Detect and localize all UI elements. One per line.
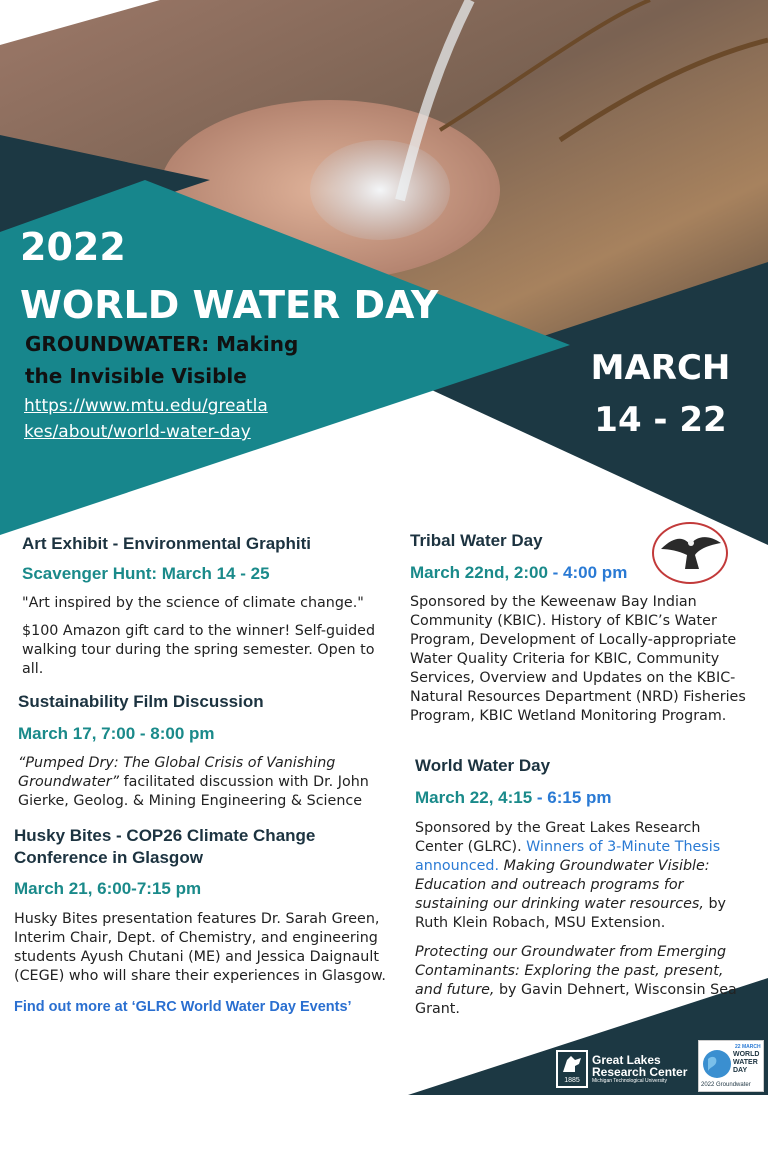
wwd-date-end: - 6:15 pm [536, 788, 612, 807]
film-name: “Pumped Dry: The Global Crisis of Vanishing Groundwater” [18, 755, 336, 790]
wwd-talk2-title: Protecting our Groundwater from Emerging Contaminants: Exploring the past, present, and future, [415, 944, 727, 998]
art-exhibit-quote: "Art inspired by the science of climate change." [22, 595, 364, 611]
wwd-talk2-speaker: by Gavin Dehnert, Wisconsin Sea Grant. [415, 982, 737, 1017]
eagle-icon [655, 525, 725, 581]
art-exhibit-subtitle: Scavenger Hunt: March 14 - 25 [22, 564, 270, 583]
wwd-thesis-link[interactable]: Winners of 3-Minute Thesis announced. [415, 839, 721, 874]
film-body-rest: facilitated discussion with Dr. John Gierke, Geolog. & Mining Engineering & Science [18, 774, 369, 809]
wwd-talk-speaker: by Ruth Klein Robach, MSU Extension. [415, 896, 726, 931]
tribal-date-end: - 4:00 pm [552, 563, 628, 582]
world-water-day-logo: 22 MARCH WORLD WATER DAY 2022 Groundwater [698, 1040, 764, 1092]
wwd-title: World Water Day [415, 756, 551, 775]
world-water-day-section [415, 756, 745, 1019]
find-out-more-link[interactable]: Find out more at ‘GLRC World Water Day Events’ [14, 999, 352, 1015]
wwd-date-start: March 22, 4:15 [415, 788, 537, 807]
hero-title: WORLD WATER DAY [20, 283, 439, 327]
wwd-sponsor: Sponsored by the Great Lakes Research Center (GLRC). [415, 820, 701, 855]
film-body [18, 754, 390, 811]
husky-bites-body: Husky Bites presentation features Dr. Sarah Green, Interim Chair, Dept. of Chemistry, and engineering students Ayush Chutani (ME) and Jessica Daignault (CEGE) who will share their experiences in Glasgow. [14, 911, 386, 984]
husky-bites-section [14, 825, 386, 1017]
globe-icon [702, 1049, 732, 1079]
tribal-body: Sponsored by the Keweenaw Bay Indian Community (KBIC). History of KBIC’s Water Program, Development of Locally-appropriate Water Quality Criteria for KBIC, Community Services, Overview and Updates on the KBIC-Natural Resources Department (NRD) Fisheries Program, KBIC Wetland Monitoring Program. [410, 594, 746, 724]
hero-year: 2022 [20, 225, 126, 269]
film-title: Sustainability Film Discussion [18, 692, 264, 711]
film-section [18, 692, 390, 811]
film-date: March 17, 7:00 - 8:00 pm [18, 724, 215, 743]
tribal-date-start: March 22nd, 2:00 [410, 563, 553, 582]
tribal-title: Tribal Water Day [410, 531, 543, 550]
husky-bites-date: March 21, 6:00-7:15 pm [14, 879, 202, 898]
date-days: 14 - 22 [594, 400, 727, 440]
wwd-date [415, 788, 745, 808]
wwd-body-2 [415, 943, 745, 1019]
husky-icon: 1885 [556, 1050, 588, 1088]
date-month: MARCH [590, 348, 731, 388]
art-exhibit-section [22, 534, 392, 679]
husky-bites-title: Husky Bites - COP26 Climate Change Conference in Glasgow [14, 826, 316, 867]
wwd-talk-title: Making Groundwater Visible: Education and outreach programs for sustaining our drinking water resources, [415, 858, 710, 912]
art-exhibit-body: $100 Amazon gift card to the winner! Self-guided walking tour during the spring semester. Open to all. [22, 623, 376, 677]
glrc-logo: 1885 Great Lakes Research Center Michigan Technological University [556, 1050, 687, 1088]
date-range [578, 342, 743, 446]
wwd-body [415, 819, 745, 933]
kbic-logo [652, 522, 728, 584]
theme-title: GROUNDWATER: Making the Invisible Visible [25, 332, 299, 388]
event-url-link[interactable]: https://www.mtu.edu/greatlakes/about/world-water-day [24, 396, 268, 442]
art-exhibit-title: Art Exhibit - Environmental Graphiti [22, 534, 312, 553]
